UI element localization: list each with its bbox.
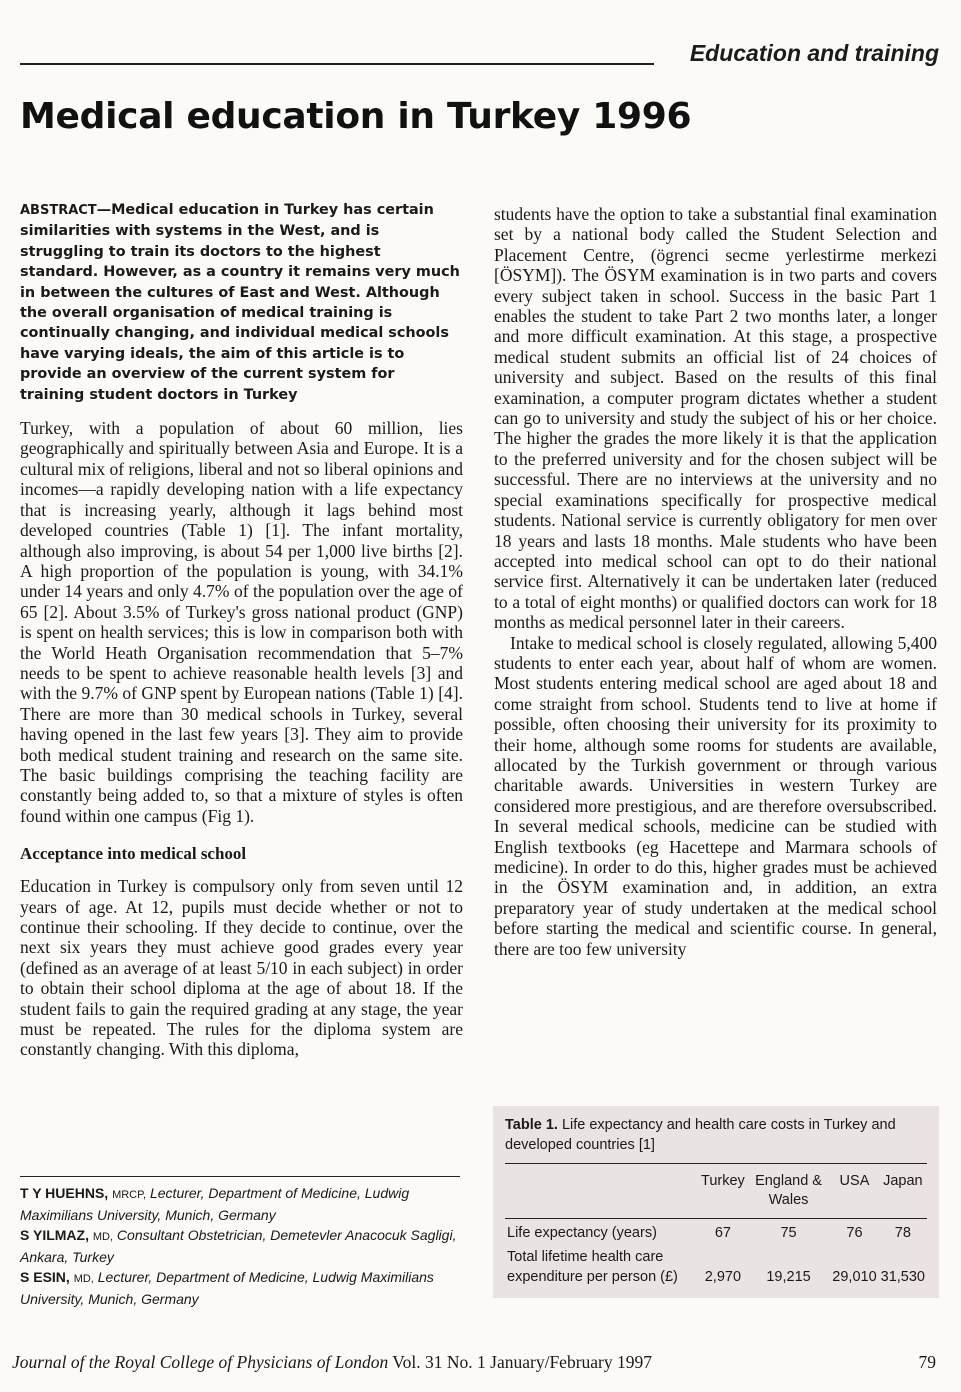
table-caption [505, 1115, 927, 1155]
section-label: Education and training [689, 40, 939, 66]
table-cell: 76 [846, 1225, 863, 1241]
table-label: Table 1. [505, 1117, 558, 1133]
table-col-header: Japan [879, 1164, 927, 1219]
table-cell: 31,530 [880, 1269, 925, 1285]
subheading-acceptance: Acceptance into medical school [20, 844, 247, 864]
author-affiliations [20, 1176, 460, 1309]
table-row-label: Total lifetime health care expenditure per person (£) [507, 1249, 678, 1285]
author-name: S ESIN, [20, 1269, 70, 1285]
table-cell: 19,215 [766, 1269, 811, 1285]
table-row [505, 1219, 927, 1244]
paragraph-intake: Intake to medical school is closely regulated, allowing 5,400 students to enter each year, about half of whom are women. Most students entering medical school are aged about 18 and come straight from school. Students tend to live at home if possible, often choosing their university for its proximity to their home, although some rooms for students are available, allocated by the Turkish government or through various charitable awards. Universities in western Turkey are considered more prestigious, and are therefore oversubscribed. In several medical schools, medicine can be studied with English textbooks (eg Hacettepe and Marmara schools of medicine). In order to do this, higher grades must be achieved in the ÖSYM examination and, in addition, an extra preparatory year of study undertaken at the medical school before starting the medical and scientific course. In general, there are too few university [494, 632, 937, 959]
right-column [494, 204, 937, 959]
article-title: Medical education in Turkey 1996 [20, 96, 692, 137]
table-row [505, 1243, 927, 1287]
author-name: S YILMAZ, [20, 1227, 89, 1243]
author-entry [20, 1225, 460, 1267]
journal-citation [12, 1352, 652, 1373]
table-col-header: England & Wales [747, 1164, 831, 1219]
paragraph-intro: Turkey, with a population of about 60 million, lies geographically and spiritually between Asia and Europe. It is a cultural mix of religions, liberal and not so liberal opinions and incomes—a rapidly developing nation with a life expectancy that is increasing yearly, although it lags behind most developed countries (Table 1) [1]. The infant mortality, although also improving, is about 54 per 1,000 live births [2]. A high proportion of the population is young, with 34.1% under 14 years and only 4.7% of the population over the age of 65 [2]. About 3.5% of Turkey's gross national product (GNP) is spent on health services; this is low in comparison both with the World Heath Organisation recommendation that 5–7% needs to be spent to achieve reasonable health levels [3] and with the 9.7% of GNP spent by European nations (Table 1) [4]. There are more than 30 medical schools in Turkey, several having opened in the last few years [3]. They aim to provide both medical student training and research on the same site. The basic buildings comprising the teaching facility are constantly being added to, so that a mixture of styles is often found within one campus (Fig 1). [20, 418, 463, 826]
table-cell: 75 [780, 1225, 797, 1241]
paragraph-education: Education in Turkey is compulsory only from seven until 12 years of age. At 12, pupils must decide whether or not to continue their schooling. If they decide to continue, over the next six years they must achieve good grades every year (defined as an average of at least 5/10 in each subject) in order to obtain their school diploma at the age of about 18. If the student fails to gain the required grading at any stage, the year must be repeated. The rules for the diploma system are constantly changing. With this diploma, [20, 876, 463, 1060]
table-col-header: Turkey [699, 1164, 747, 1219]
table-grid [505, 1163, 927, 1287]
paragraph-osym: students have the option to take a substantial final examination set by a national body called the Student Selection and Placement Centre, (ögrenci secme yerlestirme merkezi [ÖSYM]). The ÖSYM examination is in two parts and covers every subject taken in school. Success in the basic Part 1 enables the student to take Part 2 two months later, a longer and more difficult examination. At this stage, a prospective medical student submits an official list of 24 choices of university and subject. Based on the results of this final examination, a computer program dictates whether a student can go to university and study the subject of his or her choice. The higher the grades the more likely it is that the application to the preferred university and for the chosen subject will be successful. There are no interviews at the university and no special examinations specifically for prospective medical students. National service is currently obligatory for men over 18 years and lasts 18 months. Male students who have been accepted into medical school can opt to do their national service first. Alternatively it can be undertaken later (reduced to a total of eight months) or qualified doctors can work for 18 months as medical personnel later in their careers. [494, 204, 937, 633]
table-1 [493, 1106, 939, 1298]
header-rule [20, 63, 654, 65]
author-degree: MD, [73, 1273, 94, 1285]
author-entry [20, 1267, 460, 1309]
author-entry [20, 1183, 460, 1225]
abstract [20, 200, 463, 405]
table-caption-text: Life expectancy and health care costs in Turkey and developed countries [1] [505, 1117, 896, 1153]
table-cell: 29,010 [832, 1269, 877, 1285]
author-affiliation: Lecturer, Department of Medicine, Ludwig Maximilians University, Munich, Germany [20, 1269, 434, 1307]
journal-issue: Vol. 31 No. 1 January/February 1997 [388, 1352, 652, 1372]
abstract-label: ABSTRACT [20, 203, 97, 218]
author-affiliation: Lecturer, Department of Medicine, Ludwig Maximilians University, Munich, Germany [20, 1185, 410, 1223]
abstract-text: —Medical education in Turkey has certain similarities with systems in the West, and is struggling to train its doctors to the highest standard. However, as a country it remains very much in between the cultures of East and West. Although the overall organisation of medical training is continually changing, and individual medical schools have varying ideals, the aim of this article is to provide an overview of the current system for training student doctors in Turkey [20, 202, 460, 403]
left-column [20, 200, 463, 1060]
author-name: T Y HUEHNS, [20, 1185, 109, 1201]
author-affiliation: Consultant Obstetrician, Demetevler Anacocuk Sagligi, Ankara, Turkey [20, 1227, 457, 1265]
author-degree: MRCP, [112, 1189, 147, 1201]
table-cell: 78 [894, 1225, 911, 1241]
table-cell: 2,970 [704, 1269, 742, 1285]
page-number: 79 [918, 1352, 936, 1372]
table-header-row [505, 1164, 927, 1219]
table-header-blank [505, 1164, 699, 1219]
table-cell: 67 [714, 1225, 731, 1241]
table-col-header: USA [830, 1164, 878, 1219]
author-degree: MD, [92, 1231, 114, 1243]
journal-name: Journal of the Royal College of Physicians of London [12, 1352, 389, 1372]
table-row-label: Life expectancy (years) [507, 1225, 657, 1241]
